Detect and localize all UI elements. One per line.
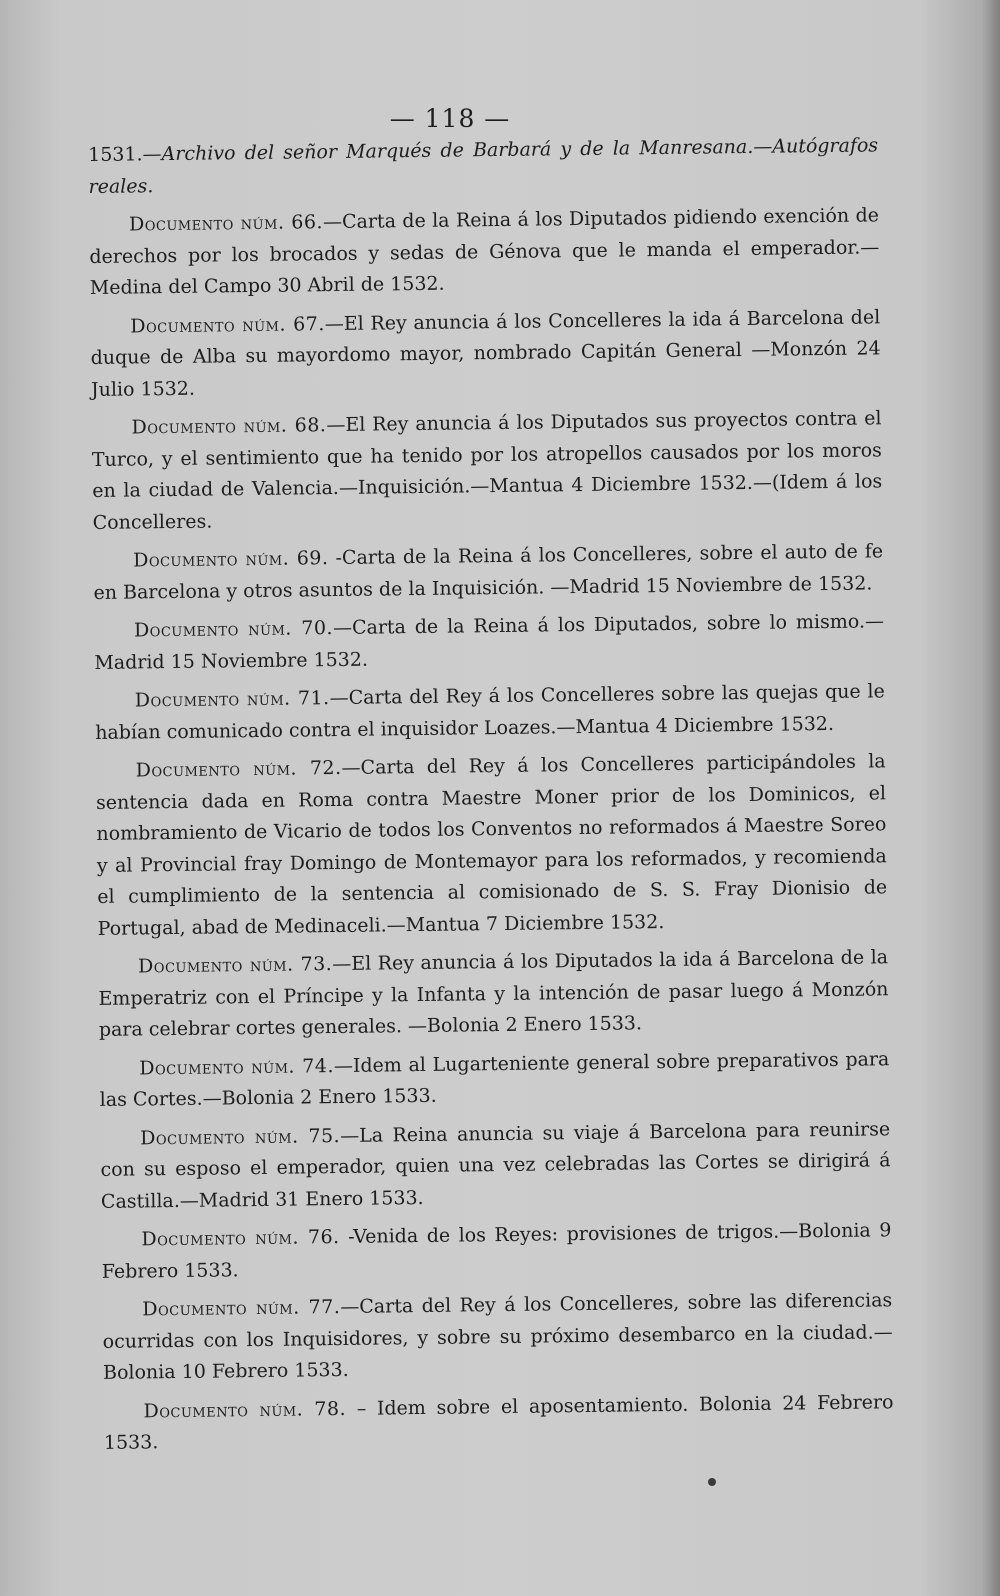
document-text: —El Rey anuncia á los Concelleres la ida á Barcelona del duque de Alba su mayordomo mayor, nombrado Capitán General —Monzón 24 Julio 1532. xyxy=(90,305,881,401)
document-text: —El Rey anuncia á los Diputados sus proyectos contra el Turco, y el sentimiento que ha tenido por los atropellos causados por los moros en la ciudad de Valencia.—Inquisición.—Mantua 4 Diciembre 1532.—(Idem á los Concelleres. xyxy=(91,407,883,534)
document-entry xyxy=(91,403,882,539)
document-entry xyxy=(98,942,889,1046)
ink-spot xyxy=(708,1478,716,1486)
document-entry xyxy=(94,606,885,679)
document-text: —El Rey anuncia á los Diputados la ida á Barcelona de la Emperatriz con el Príncipe y la Infanta y la intención de pasar luego á Monzón para celebrar cortes generales. —Bolonia 2 Enero 1533. xyxy=(98,946,889,1041)
document-label: Documento núm. 67. xyxy=(130,312,325,337)
document-text: —Carta del Rey á los Concelleres, sobre las diferencias ocurridas con los Inquisidores, y sobre su próximo desembarco en la ciudad.—Bolonia 10 Febrero 1533. xyxy=(102,1289,893,1384)
document-body xyxy=(88,130,894,1466)
document-text: —Idem al Lugarteniente general sobre preparativos para las Cortes.—Bolonia 2 Enero 1533. xyxy=(99,1047,890,1111)
document-label: Documento núm. 73. xyxy=(137,953,333,978)
source-paragraph xyxy=(88,130,879,203)
page-edge-shadow xyxy=(982,0,1000,1596)
document-label: Documento núm. 68. xyxy=(131,414,327,439)
document-entry xyxy=(101,1215,892,1288)
document-label: Documento núm. 72. xyxy=(135,756,342,782)
document-entry xyxy=(89,200,880,304)
document-entry xyxy=(100,1114,891,1218)
document-entry xyxy=(95,676,886,749)
document-label: Documento núm. 69. xyxy=(133,547,329,572)
page-number: — 118 — xyxy=(389,104,511,133)
source-archive: —Archivo del señor Marqués de Barbará y de la Manresana.—Autógrafos reales. xyxy=(88,134,879,198)
document-entry xyxy=(90,302,881,406)
document-entry xyxy=(96,746,888,945)
document-text: – Idem sobre el aposentamiento. Bolonia 24 Febrero 1533. xyxy=(103,1390,894,1454)
document-entry xyxy=(103,1387,894,1460)
document-label: Documento núm. 71. xyxy=(134,687,330,712)
document-entry xyxy=(102,1285,893,1389)
document-text: —Carta de la Reina á los Diputados pidiendo exención de derechos por los brocados y sedas de Génova que le manda el emperador.—Medina del Campo 30 Abril de 1532. xyxy=(89,204,880,299)
document-text: -Carta de la Reina á los Concelleres, sobre el auto de fe en Barcelona y otros asuntos de la Inquisición. —Madrid 15 Noviembre de 1532. xyxy=(93,540,884,604)
document-label: Documento núm. 75. xyxy=(140,1124,341,1149)
document-text: -Venida de los Reyes: provisiones de trigos.—Bolonia 9 Febrero 1533. xyxy=(101,1219,892,1283)
document-text: —Carta del Rey á los Concelleres participándoles la sentencia dada en Roma contra Maestre Moner prior de los Dominicos, el nombramiento de Vicario de todos los Conventos no reformados á Maestre Soreo y al Provincial fray Domingo de Montemayor para los reformados, y recomienda el cumplimiento de la sentencia al comisionado de S. S. Fray Dionisio de Portugal, abad de Medinaceli.—Mantua 7 Diciembre 1532. xyxy=(95,750,888,940)
document-label: Documento núm. 66. xyxy=(128,211,324,236)
document-text: —La Reina anuncia su viaje á Barcelona para reunirse con su esposo el emperador, quien una vez celebradas las Cortes se dirigirá á Castilla.—Madrid 31 Enero 1533. xyxy=(100,1117,891,1213)
source-year: 1531. xyxy=(88,143,143,166)
document-entry xyxy=(99,1044,890,1117)
document-label: Documento núm. 74. xyxy=(139,1054,335,1079)
document-label: Documento núm. 77. xyxy=(142,1296,341,1321)
document-text: —Carta de la Reina á los Diputados, sobre lo mismo.—Madrid 15 Noviembre 1532. xyxy=(94,610,885,674)
document-label: Documento núm. 78. xyxy=(143,1397,347,1422)
document-label: Documento núm. 70. xyxy=(133,617,334,642)
document-text: —Carta del Rey á los Concelleres sobre las quejas que le habían comunicado contra el inquisidor Loazes.—Mantua 4 Diciembre 1532. xyxy=(95,680,885,744)
document-label: Documento núm. 76. xyxy=(141,1226,340,1251)
document-entry xyxy=(93,536,884,609)
